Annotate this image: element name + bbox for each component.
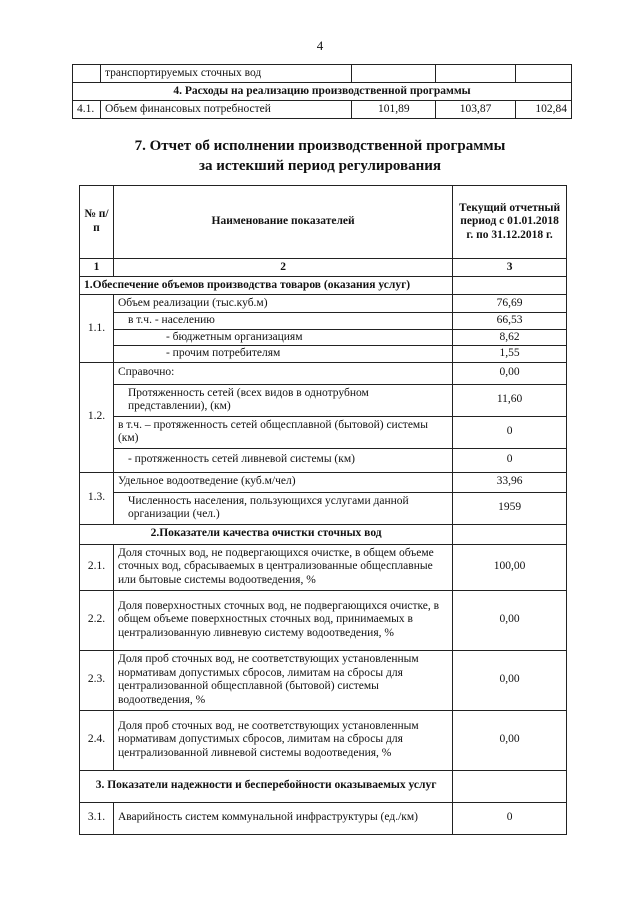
row-label: в т.ч. – протяженность сетей общесплавной (бытовой) системы (км) (113, 416, 452, 448)
row-label: Численность населения, пользующихся услугами данной организации (чел.) (113, 492, 452, 524)
header-num: № п/п (80, 186, 114, 259)
row-label: Доля поверхностных сточных вод, не подвергающихся очистке, в общем объеме поверхностных сточных вод, принимаемых в централизованную ливневую систему водоотведения, % (113, 590, 452, 650)
value-cell: 0 (453, 802, 567, 834)
heading-line-1: 7. Отчет об исполнении производственной программы (134, 138, 506, 154)
section-1-header: 1.Обеспечение объемов производства товаров (оказания услуг) (80, 277, 453, 295)
row-label: Справочно: (113, 362, 452, 384)
row-number: 2.2. (80, 590, 114, 650)
section-4-header: 4. Расходы на реализацию производственной программы (73, 83, 572, 101)
empty-cell (73, 65, 101, 83)
row-label: - прочим потребителям (113, 346, 452, 363)
row-number: 4.1. (73, 101, 101, 119)
page-number: 4 (316, 38, 324, 53)
col-number: 3 (453, 259, 567, 277)
continuation-table (72, 64, 572, 119)
row-label: Объем реализации (тыс.куб.м) (113, 295, 452, 313)
header-period: Текущий отчетный период с 01.01.2018 г. по 31.12.2018 г. (453, 186, 567, 259)
row-label: в т.ч. - населению (113, 313, 452, 330)
row-number: 1.2. (80, 362, 114, 472)
row-label: Протяженность сетей (всех видов в однотрубном представлении), (км) (113, 384, 452, 416)
value-cell: 0,00 (453, 710, 567, 770)
row-label: - протяженность сетей ливневой системы (км) (113, 448, 452, 472)
value-cell: 76,69 (453, 295, 567, 313)
value-cell: 0,00 (453, 590, 567, 650)
row-label: Объем финансовых потребностей (100, 101, 351, 119)
value-cell: 8,62 (453, 329, 567, 346)
value-cell: 103,87 (436, 101, 516, 119)
value-cell: 0,00 (453, 650, 567, 710)
row-number: 2.4. (80, 710, 114, 770)
value-cell: 1959 (453, 492, 567, 524)
row-number: 1.3. (80, 472, 114, 524)
row-label: Доля проб сточных вод, не соответствующих установленным нормативам допустимых сбросов, лимитам на сбросы для централизованной ливневой системы водоотведения, % (113, 710, 452, 770)
row-label: Аварийность систем коммунальной инфраструктуры (ед./км) (113, 802, 452, 834)
col-number: 1 (80, 259, 114, 277)
value-cell: 102,84 (516, 101, 572, 119)
header-name: Наименование показателей (113, 186, 452, 259)
row-number: 3.1. (80, 802, 114, 834)
row-label: Доля проб сточных вод, не соответствующих установленным нормативам допустимых сбросов, лимитам на сбросы для централизованной общесплавной (бытовой) системы водоотведения, % (113, 650, 452, 710)
row-number: 1.1. (80, 295, 114, 363)
row-number: 2.3. (80, 650, 114, 710)
report-table (79, 185, 567, 835)
col-number: 2 (113, 259, 452, 277)
row-label: - бюджетным организациям (113, 329, 452, 346)
value-cell: 101,89 (352, 101, 436, 119)
heading-line-2: за истекший период регулирования (198, 158, 442, 175)
row-label: Доля сточных вод, не подвергающихся очистке, в общем объеме сточных вод, сбрасываемых в централизованные общесплавные или бытовые системы водоотведения, % (113, 544, 452, 590)
row-label: Удельное водоотведение (куб.м/чел) (113, 472, 452, 492)
section-heading (0, 136, 640, 177)
value-cell: 11,60 (453, 384, 567, 416)
value-cell: 0 (453, 416, 567, 448)
row-label: транспортируемых сточных вод (100, 65, 351, 83)
row-number: 2.1. (80, 544, 114, 590)
value-cell: 66,53 (453, 313, 567, 330)
value-cell: 1,55 (453, 346, 567, 363)
value-cell: 0,00 (453, 362, 567, 384)
section-3-header: 3. Показатели надежности и бесперебойности оказываемых услуг (80, 770, 453, 802)
value-cell: 33,96 (453, 472, 567, 492)
value-cell: 100,00 (453, 544, 567, 590)
section-2-header: 2.Показатели качества очистки сточных вод (80, 524, 453, 544)
value-cell: 0 (453, 448, 567, 472)
